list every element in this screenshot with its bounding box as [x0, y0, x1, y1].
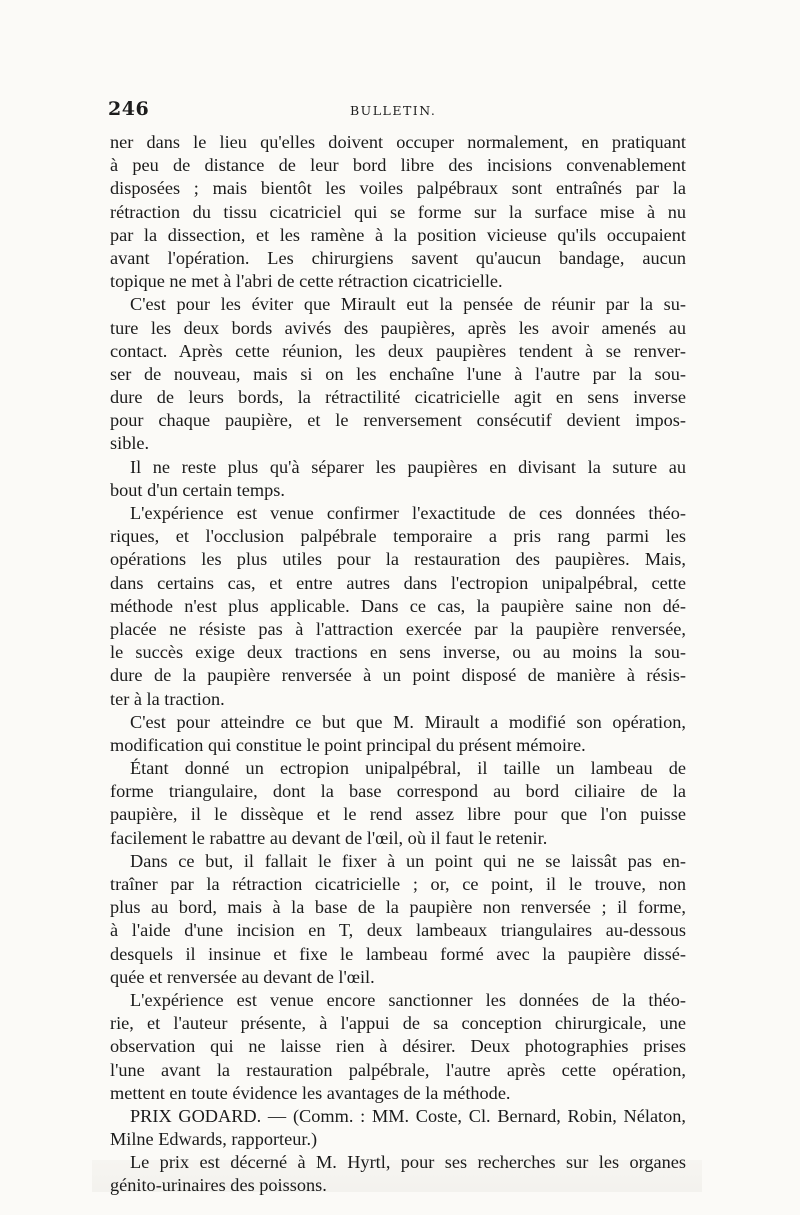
- text-line: modification qui constitue le point principal du présent mémoire.: [110, 734, 586, 755]
- text-line: méthode n'est plus applicable. Dans ce cas, la paupière saine non dé-: [110, 595, 686, 616]
- text-line: L'expérience est venue confirmer l'exactitude de ces données théo-: [130, 503, 686, 523]
- text-line: à peu de distance de leur bord libre des incisions convenablement: [110, 155, 686, 176]
- text-line: ner dans le lieu qu'elles doivent occuper normalement, en pratiquant: [110, 132, 686, 152]
- text-line: rétraction du tissu cicatriciel qui se forme sur la surface mise à nu: [110, 201, 686, 222]
- text-line: quée et renversée au devant de l'œil.: [110, 966, 375, 987]
- text-line: rie, et l'auteur présente, à l'appui de sa conception chirurgicale, une: [110, 1013, 686, 1034]
- text-line: opérations les plus utiles pour la restauration des paupières. Mais,: [110, 549, 686, 570]
- text-line: sible.: [110, 433, 150, 454]
- text-line: observation qui ne laisse rien à désirer. Deux photographies prises: [110, 1036, 686, 1057]
- text-line: facilement le rabattre au devant de l'œil, où il faut le retenir.: [110, 827, 548, 848]
- text-line: L'expérience est venue encore sanctionner les données de la théo-: [130, 989, 686, 1010]
- page-header: [108, 98, 688, 124]
- text-line: topique ne met à l'abri de cette rétraction cicatricielle.: [110, 271, 503, 292]
- text-line: ture les deux bords avivés des paupières, après les avoir amenés au: [110, 317, 686, 338]
- text-line: contact. Après cette réunion, les deux paupières tendent à se renver-: [110, 340, 686, 361]
- text-line: Il ne reste plus qu'à séparer les paupières en divisant la suture au: [130, 456, 686, 477]
- text-line: génito-urinaires des poissons.: [110, 1175, 327, 1196]
- text-line: bout d'un certain temps.: [110, 479, 285, 500]
- text-line: C'est pour atteindre ce but que M. Mirault a modifié son opération,: [130, 711, 686, 732]
- prize-heading-line: PRIX GODARD. — (Comm. : MM. Coste, Cl. Bernard, Robin, Nélaton,: [130, 1105, 686, 1126]
- running-head: BULLETIN.: [350, 103, 437, 118]
- text-line: traîner par la rétraction cicatricielle ; or, ce point, il le trouve, non: [110, 874, 686, 894]
- text-line: Étant donné un ectropion unipalpébral, il taille un lambeau de: [130, 758, 686, 779]
- text-line: forme triangulaire, dont la base correspond au bord ciliaire de la: [110, 781, 686, 802]
- text-line: l'une avant la restauration palpébrale, l'autre après cette opération,: [110, 1059, 686, 1080]
- text-line: pour chaque paupière, et le renversement consécutif devient impos-: [110, 410, 686, 431]
- text-line: desquels il insinue et fixe le lambeau formé avec la paupière dissé-: [110, 943, 686, 964]
- text-line: riques, et l'occlusion palpébrale temporaire a pris rang parmi les: [110, 526, 686, 547]
- text-line: dure de la paupière renversée à un point disposé de manière à résis-: [110, 665, 686, 686]
- text-line: plus au bord, mais à la base de la paupière non renversée ; il forme,: [110, 897, 686, 918]
- text-line: par la dissection, et les ramène à la position vicieuse qu'ils occupaient: [110, 224, 686, 245]
- text-line: paupière, il le dissèque et le rend assez libre pour que l'on puisse: [110, 804, 686, 825]
- text-line: disposées ; mais bientôt les voiles palpébraux sont entraînés par la: [110, 178, 686, 199]
- text-line: C'est pour les éviter que Mirault eut la pensée de réunir par la su-: [130, 294, 686, 315]
- body-text: [110, 131, 686, 1198]
- text-line: Dans ce but, il fallait le fixer à un point qui ne se laissât pas en-: [130, 850, 686, 871]
- text-line: Le prix est décerné à M. Hyrtl, pour ses recherches sur les organes: [130, 1152, 686, 1173]
- text-line: ser de nouveau, mais si on les enchaîne l'une à l'autre par la sou-: [110, 363, 686, 384]
- text-line: avant l'opération. Les chirurgiens savent qu'aucun bandage, aucun: [110, 247, 686, 268]
- text-line: dans certains cas, et entre autres dans l'ectropion unipalpébral, cette: [110, 572, 686, 593]
- page-number: 246: [108, 98, 150, 120]
- text-line: à l'aide d'une incision en T, deux lambeaux triangulaires au-dessous: [110, 920, 686, 941]
- text-line: le succès exige deux tractions en sens inverse, ou au moins la sou-: [110, 642, 686, 663]
- text-line: placée ne résiste pas à l'attraction exercée par la paupière renversée,: [110, 618, 686, 639]
- text-line: dure de leurs bords, la rétractilité cicatricielle agit en sens inverse: [110, 387, 686, 408]
- text-line: ter à la traction.: [110, 688, 225, 709]
- text-line: mettent en toute évidence les avantages de la méthode.: [110, 1082, 511, 1103]
- text-line: Milne Edwards, rapporteur.): [110, 1129, 318, 1150]
